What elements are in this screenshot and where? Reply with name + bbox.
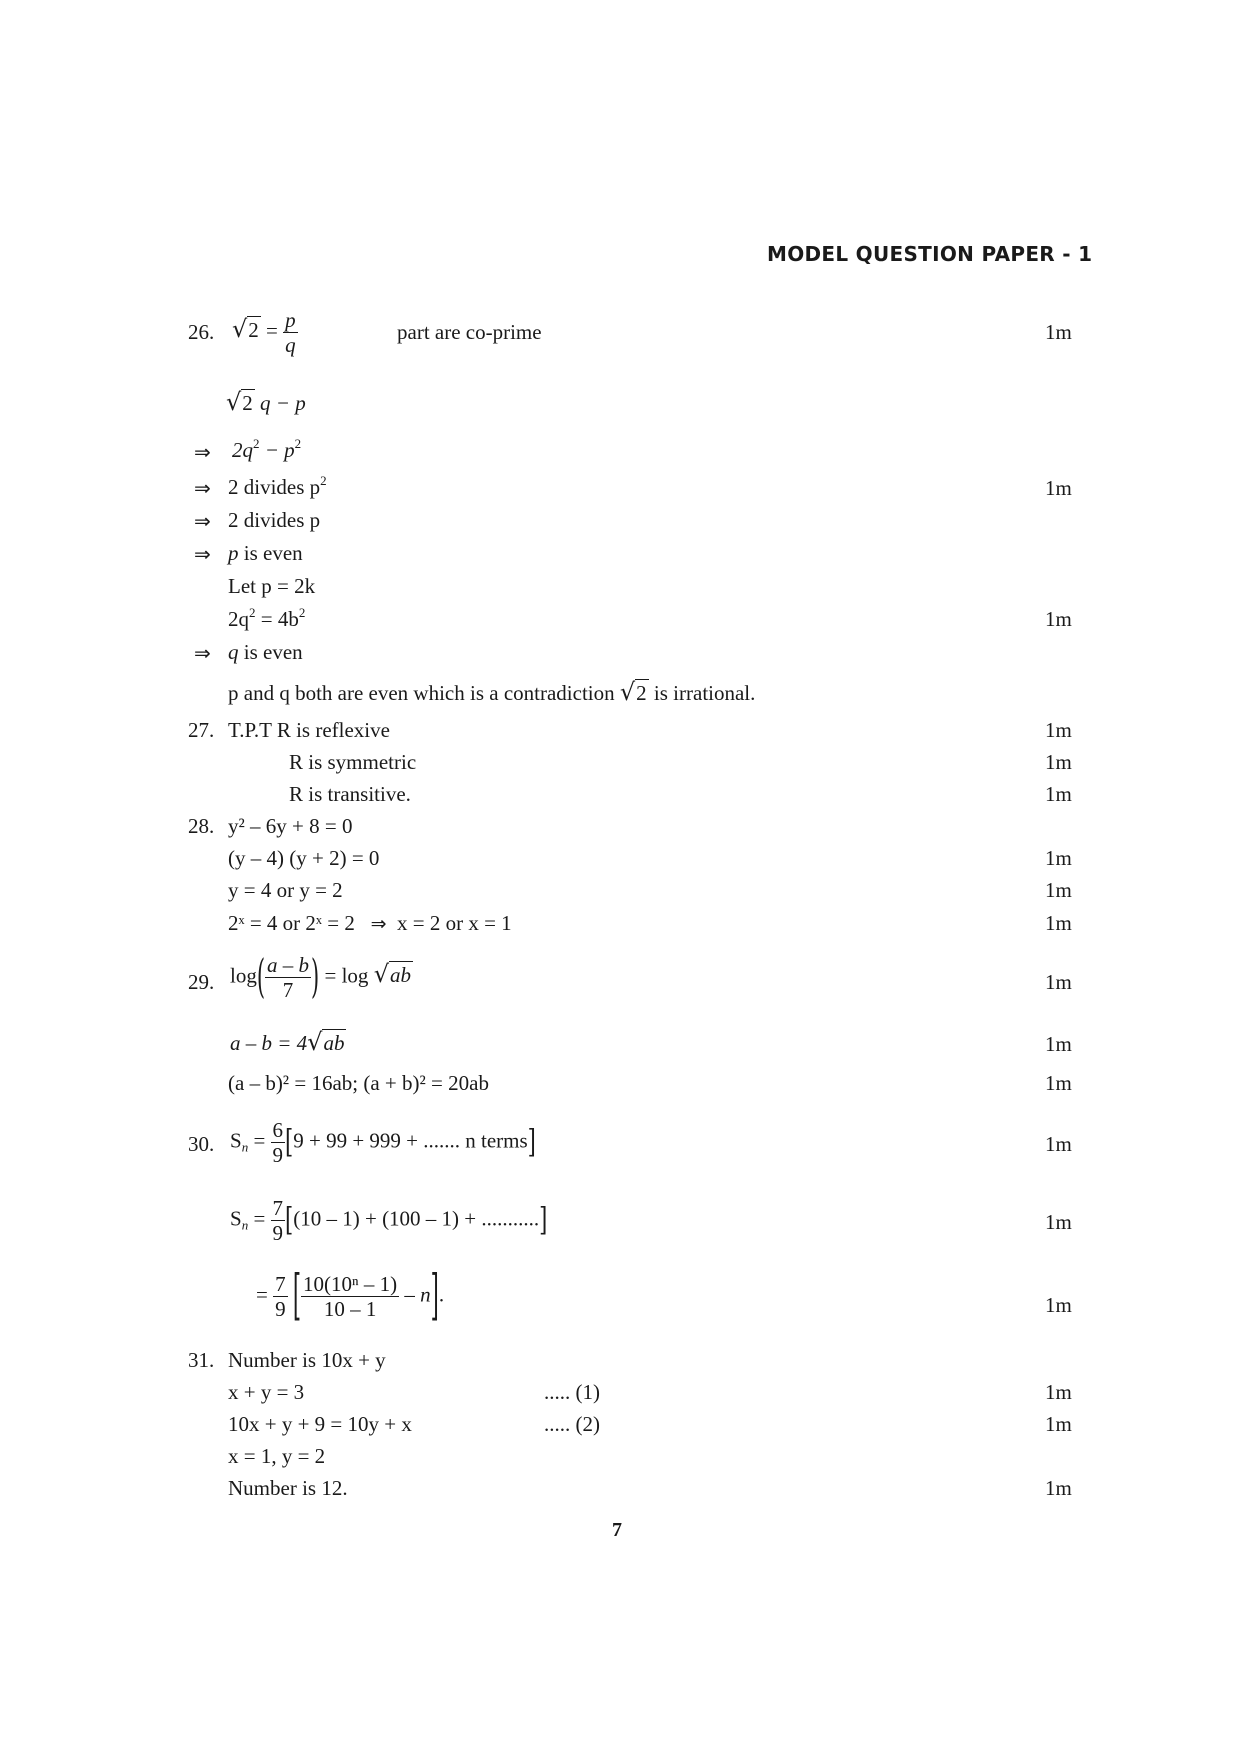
q31-line2: x + y = 3 <box>228 1380 305 1404</box>
q26-step7: Let p = 2k <box>228 574 316 598</box>
q29-line3: (a – b)² = 16ab; (a + b)² = 20ab <box>228 1071 489 1095</box>
marks-label: 1m <box>1045 1071 1072 1095</box>
marks-label: 1m <box>1045 970 1072 994</box>
q26-step4: 2 divides $p^2$ <box>228 473 327 499</box>
implies-arrow: ⇒ <box>194 641 211 665</box>
question-number-27: 27. <box>188 718 215 742</box>
marks-label: 1m <box>1045 1476 1072 1500</box>
q29-equation: log( $\frac{a - b}{7}$ ) = log √ab <box>230 950 411 1003</box>
implies-arrow: ⇒ <box>194 440 211 464</box>
q31-line4: x = 1, y = 2 <box>228 1444 326 1468</box>
q27-line2: R is symmetric <box>289 750 417 774</box>
q31-line2-tag: ..... (1) <box>544 1380 600 1404</box>
q26-step8: $2q^2 = 4b^2$ <box>228 605 306 631</box>
question-number-28: 28. <box>188 814 215 838</box>
q28-line4: 2ˣ = 4 or 2ˣ = 2 ⇒ x = 2 or x = 1 <box>228 911 512 935</box>
marks-label: 1m <box>1045 911 1072 935</box>
implies-arrow: ⇒ <box>194 476 211 500</box>
q26-note: part are co-prime <box>397 320 542 344</box>
q31-line1: Number is 10x + y <box>228 1348 386 1372</box>
marks-label: 1m <box>1045 1380 1072 1404</box>
question-number-31: 31. <box>188 1348 215 1372</box>
marks-label: 1m <box>1045 1032 1072 1056</box>
q26-equation: √2 = $\frac{p}{q}$ <box>232 308 296 358</box>
q30-equation2: $S_n$ = $\frac{7}{9}$ [(10 – 1) + (100 – 1) + ...........] <box>230 1196 548 1246</box>
marks-label: 1m <box>1045 750 1072 774</box>
marks-label: 1m <box>1045 878 1072 902</box>
q26-step9: q is even <box>228 640 303 664</box>
question-number-29: 29. <box>188 970 215 994</box>
q31-line3-tag: ..... (2) <box>544 1412 600 1436</box>
q26-step3: $2q^2 - p^2$ <box>232 436 302 462</box>
q31-line3: 10x + y + 9 = 10y + x <box>228 1412 412 1436</box>
marks-label: 1m <box>1045 718 1072 742</box>
q26-step2: √2 q − p <box>226 388 306 416</box>
marks-label: 1m <box>1045 476 1072 500</box>
marks-label: 1m <box>1045 1210 1072 1234</box>
q26-conclusion: p and q both are even which is a contradiction √2 is irrational. <box>228 678 756 706</box>
question-number-26: 26. <box>188 320 215 344</box>
question-number-30: 30. <box>188 1132 215 1156</box>
implies-arrow: ⇒ <box>194 509 211 533</box>
q30-equation1: $S_n$ = $\frac{6}{9}$ [9 + 99 + 999 + ....... n terms] <box>230 1118 536 1168</box>
q28-line3: y = 4 or y = 2 <box>228 878 343 902</box>
marks-label: 1m <box>1045 607 1072 631</box>
marks-label: 1m <box>1045 1132 1072 1156</box>
q31-line5: Number is 12. <box>228 1476 348 1500</box>
q29-line2: a – b = 4√ab <box>230 1028 345 1056</box>
q26-step5: 2 divides p <box>228 508 321 532</box>
page-number: 7 <box>612 1519 622 1541</box>
marks-label: 1m <box>1045 320 1072 344</box>
q27-line1: T.P.T R is reflexive <box>228 718 390 742</box>
marks-label: 1m <box>1045 846 1072 870</box>
implies-arrow: ⇒ <box>194 542 211 566</box>
q30-equation3: = $\frac{7}{9}$ [ $\frac{\text{10(10ⁿ – 1)}}{10 - 1}$ – n]. <box>256 1264 445 1327</box>
marks-label: 1m <box>1045 1293 1072 1317</box>
q28-line1: y² – 6y + 8 = 0 <box>228 814 353 838</box>
q28-line2: (y – 4) (y + 2) = 0 <box>228 846 380 870</box>
page-title: MODEL QUESTION PAPER - 1 <box>767 242 1093 266</box>
q27-line3: R is transitive. <box>289 782 411 806</box>
q26-step6: p is even <box>228 541 303 565</box>
marks-label: 1m <box>1045 782 1072 806</box>
marks-label: 1m <box>1045 1412 1072 1436</box>
